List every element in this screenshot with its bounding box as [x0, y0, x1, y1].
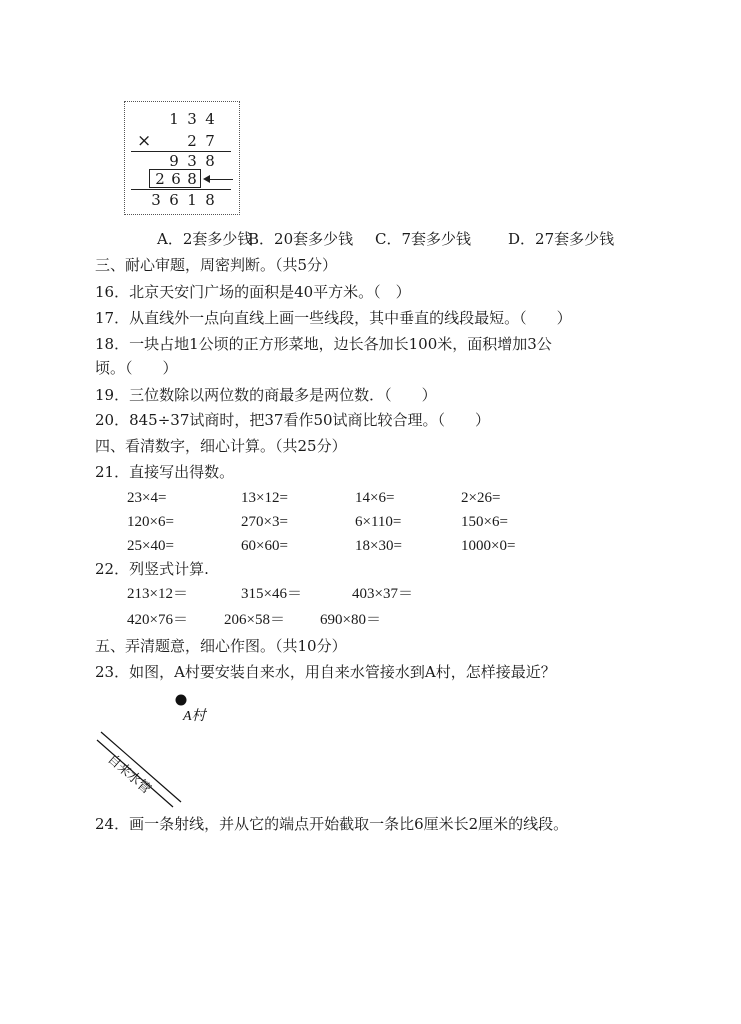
digit: 8: [205, 191, 215, 209]
question-21: 21．直接写出得数。: [95, 463, 235, 481]
vertical-item: 315×46＝: [241, 586, 302, 602]
rule-line: [131, 189, 231, 190]
question-20: 20．845÷37试商时，把37看作50试商比较合理。（ ）: [95, 411, 491, 429]
section-3-heading: 三、耐心审题，周密判断。（共5分）: [95, 256, 338, 274]
question-19: 19．三位数除以两位数的商最多是两位数．（ ）: [95, 386, 437, 404]
calc-item: 1000×0=: [461, 538, 516, 554]
digit: 7: [205, 132, 215, 150]
digit: 3: [187, 110, 197, 128]
calc-item: 60×60=: [241, 538, 288, 554]
option-d: D．27套多少钱: [508, 230, 615, 248]
question-23: 23．如图，A村要安装自来水，用自来水管接水到A村，怎样接最近？: [95, 663, 556, 681]
calc-item: 13×12=: [241, 490, 288, 506]
rule-line: [131, 151, 231, 152]
calc-item: 150×6=: [461, 514, 508, 530]
section-5-heading: 五、弄清题意，细心作图。（共10分）: [95, 637, 347, 655]
question-18: 18．一块占地1公顷的正方形菜地，边长各加长100米，面积增加3公: [95, 335, 552, 353]
digit: 4: [205, 110, 215, 128]
calc-item: 18×30=: [355, 538, 402, 554]
section-4-heading: 四、看清数字，细心计算。（共25分）: [95, 437, 347, 455]
vertical-item: 213×12＝: [127, 586, 188, 602]
times-sign: ×: [137, 131, 152, 151]
calc-item: 23×4=: [127, 490, 167, 506]
calc-item: 14×6=: [355, 490, 395, 506]
calc-item: 120×6=: [127, 514, 174, 530]
digit: 9: [169, 152, 179, 170]
digit: 6: [171, 170, 181, 188]
question-22: 22．列竖式计算.: [95, 560, 209, 578]
digit: 3: [187, 152, 197, 170]
vertical-item: 206×58＝: [224, 612, 285, 628]
digit: 1: [169, 110, 179, 128]
question-24: 24．画一条射线，并从它的端点开始截取一条比6厘米长2厘米的线段。: [95, 815, 569, 833]
question-17: 17．从直线外一点向直线上画一些线段，其中垂直的线段最短。（ ）: [95, 309, 572, 327]
vertical-item: 690×80＝: [320, 612, 381, 628]
village-label: A村: [183, 709, 206, 724]
option-c: C．7套多少钱: [375, 230, 472, 248]
multiplication-figure: [124, 101, 240, 215]
calc-item: 6×110=: [355, 514, 402, 530]
option-a: A．2套多少钱: [157, 230, 253, 248]
vertical-item: 403×37＝: [352, 586, 413, 602]
question-16: 16．北京天安门广场的面积是40平方米。（ ）: [95, 283, 411, 301]
calc-item: 2×26=: [461, 490, 501, 506]
question-18-cont: 顷。（ ）: [95, 359, 178, 377]
digit: 8: [205, 152, 215, 170]
digit: 1: [187, 191, 197, 209]
digit: 3: [151, 191, 161, 209]
village-point: [176, 695, 187, 706]
calc-item: 270×3=: [241, 514, 288, 530]
calc-item: 25×40=: [127, 538, 174, 554]
vertical-item: 420×76＝: [127, 612, 188, 628]
pipe-label: 自来水管: [104, 751, 154, 798]
digit: 8: [187, 170, 197, 188]
arrow-left-icon: [203, 175, 210, 183]
digit: 2: [187, 132, 197, 150]
digit: 6: [169, 191, 179, 209]
village-pipe-diagram: [95, 690, 255, 810]
digit: 2: [155, 170, 165, 188]
option-b: B．20套多少钱: [248, 230, 354, 248]
